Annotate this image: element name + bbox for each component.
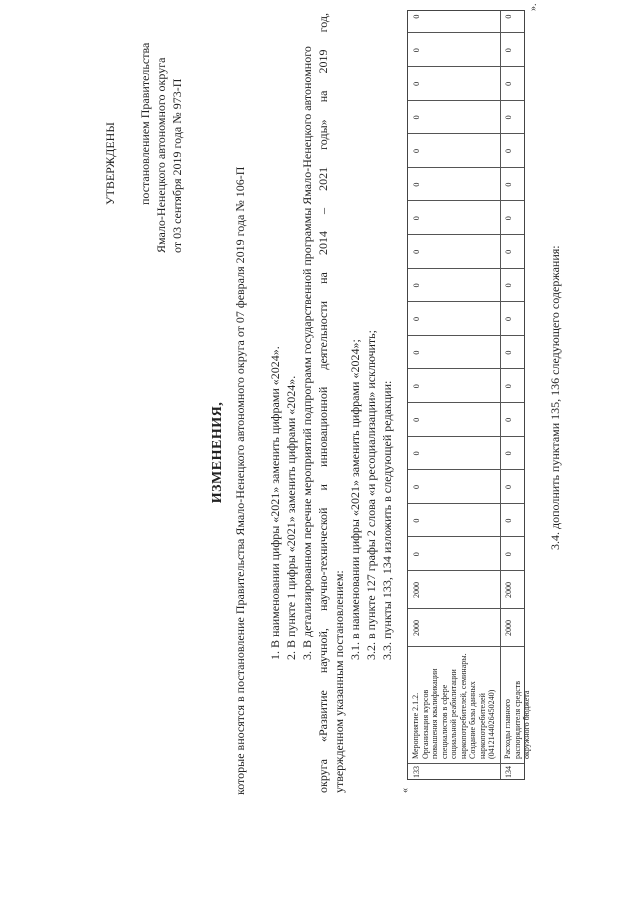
table-column-divider: [408, 133, 524, 134]
row-134-zero-value: 0: [504, 384, 513, 389]
table-column-divider: [408, 66, 524, 67]
row-133-zero-value: 0: [412, 216, 421, 221]
row-134-value-2: 2000: [504, 582, 513, 598]
row-134-zero-value: 0: [504, 115, 513, 120]
row-133-zero-value: 0: [412, 417, 421, 422]
row-134-zero-value: 0: [504, 283, 513, 288]
row-134-zero-value: 0: [504, 485, 513, 490]
approval-line-2: Ямало-Ненецкого автономного округа: [154, 57, 168, 253]
document-subtitle: которые вносятся в постановление Правительства Ямало-Ненецкого автономного округа от 07 февраля 2019 года № 106-П: [233, 166, 247, 795]
row-133-description: Мероприятие 2.1.2. Организация курсов повышения квалификации специалистов в сфере социальной реабилитации наркопотребителей, семинары. Создание базы данных наркопотребителей (0412144026450240): [411, 653, 496, 759]
table-column-divider: [408, 368, 524, 369]
row-133-zero-value: 0: [412, 451, 421, 456]
table-column-divider: [408, 536, 524, 537]
row-133-zero-value: 0: [412, 249, 421, 254]
row-134-zero-value: 0: [504, 552, 513, 557]
row-133-zero-value: 0: [412, 81, 421, 86]
row-133-zero-value: 0: [412, 485, 421, 490]
row-133-zero-value: 0: [412, 350, 421, 355]
row-134-zero-value: 0: [504, 48, 513, 53]
row-133-zero-value: 0: [412, 552, 421, 557]
row-133-zero-value: 0: [412, 115, 421, 120]
row-134-zero-value: 0: [504, 216, 513, 221]
row-133-value-2: 2000: [412, 582, 421, 598]
row-134-zero-value: 0: [504, 317, 513, 322]
row-134-zero-value: 0: [504, 417, 513, 422]
table-column-divider: [408, 335, 524, 336]
row-134-zero-value: 0: [504, 14, 513, 19]
row-134-zero-value: 0: [504, 249, 513, 254]
approval-line-1: постановлением Правительства: [138, 42, 152, 205]
table-column-divider: [408, 402, 524, 403]
item-2: 2. В пункте 1 цифры «2021» заменить цифрами «2024».: [284, 375, 298, 660]
row-133-zero-value: 0: [412, 149, 421, 154]
item-3-1: 3.1. в наименовании цифры «2021» заменить цифрами «2024»;: [348, 339, 362, 660]
row-134-zero-value: 0: [504, 182, 513, 187]
changes-table: [407, 10, 531, 780]
item-1: 1. В наименовании цифры «2021» заменить цифрами «2024».: [268, 346, 282, 660]
row-134-number: 134: [504, 766, 513, 778]
row-133-zero-value: 0: [412, 283, 421, 288]
row-134-description: Расходы главного распорядителя средств окружного бюджета: [503, 680, 531, 759]
table-column-divider: [408, 100, 524, 101]
row-133-zero-value: 0: [412, 14, 421, 19]
table-column-divider: [408, 469, 524, 470]
item-3-line-3: утвержденном указанным постановлением:: [332, 570, 346, 793]
row-133-number: 133: [412, 766, 421, 778]
row-133-zero-value: 0: [412, 48, 421, 53]
item-3-4: 3.4. дополнить пунктами 135, 136 следующего содержания:: [548, 245, 562, 550]
row-133-zero-value: 0: [412, 384, 421, 389]
row-133-zero-value: 0: [412, 182, 421, 187]
table-column-divider: [408, 234, 524, 235]
item-3-3: 3.3. пункты 133, 134 изложить в следующей редакции:: [380, 380, 394, 660]
row-134-zero-value: 0: [504, 518, 513, 523]
table-column-divider: [408, 301, 524, 302]
table-column-divider: [408, 32, 524, 33]
document-title: ИЗМЕНЕНИЯ,: [210, 401, 225, 504]
table-column-divider: [408, 503, 524, 504]
row-133-zero-value: 0: [412, 317, 421, 322]
table-column-divider: [408, 268, 524, 269]
table-column-divider: [408, 436, 524, 437]
close-quote: ».: [528, 3, 539, 11]
item-3-2: 3.2. в пункте 127 графы 2 слова «и ресоциализации» исключить;: [364, 330, 378, 660]
item-3-line-2: округа «Развитие научной, научно-технической и инновационной деятельности на 2014 – 2021 годы» на 2019 год,: [316, 13, 330, 793]
table-column-divider: [408, 167, 524, 168]
row-134-zero-value: 0: [504, 81, 513, 86]
row-134-value-1: 2000: [504, 620, 513, 636]
item-3-line-1: 3. В детализированном перечне мероприятий подпрограмм государственной программы Ямало-Ненецкого автономного: [300, 46, 314, 660]
row-133-zero-value: 0: [412, 518, 421, 523]
open-quote: «: [400, 788, 411, 793]
row-133-value-1: 2000: [412, 620, 421, 636]
row-134-zero-value: 0: [504, 350, 513, 355]
table-column-divider: [408, 200, 524, 201]
row-134-zero-value: 0: [504, 451, 513, 456]
approval-line-3: от 03 сентября 2019 года № 973-П: [170, 78, 184, 253]
row-134-zero-value: 0: [504, 149, 513, 154]
approved-label: УТВЕРЖДЕНЫ: [103, 122, 117, 205]
